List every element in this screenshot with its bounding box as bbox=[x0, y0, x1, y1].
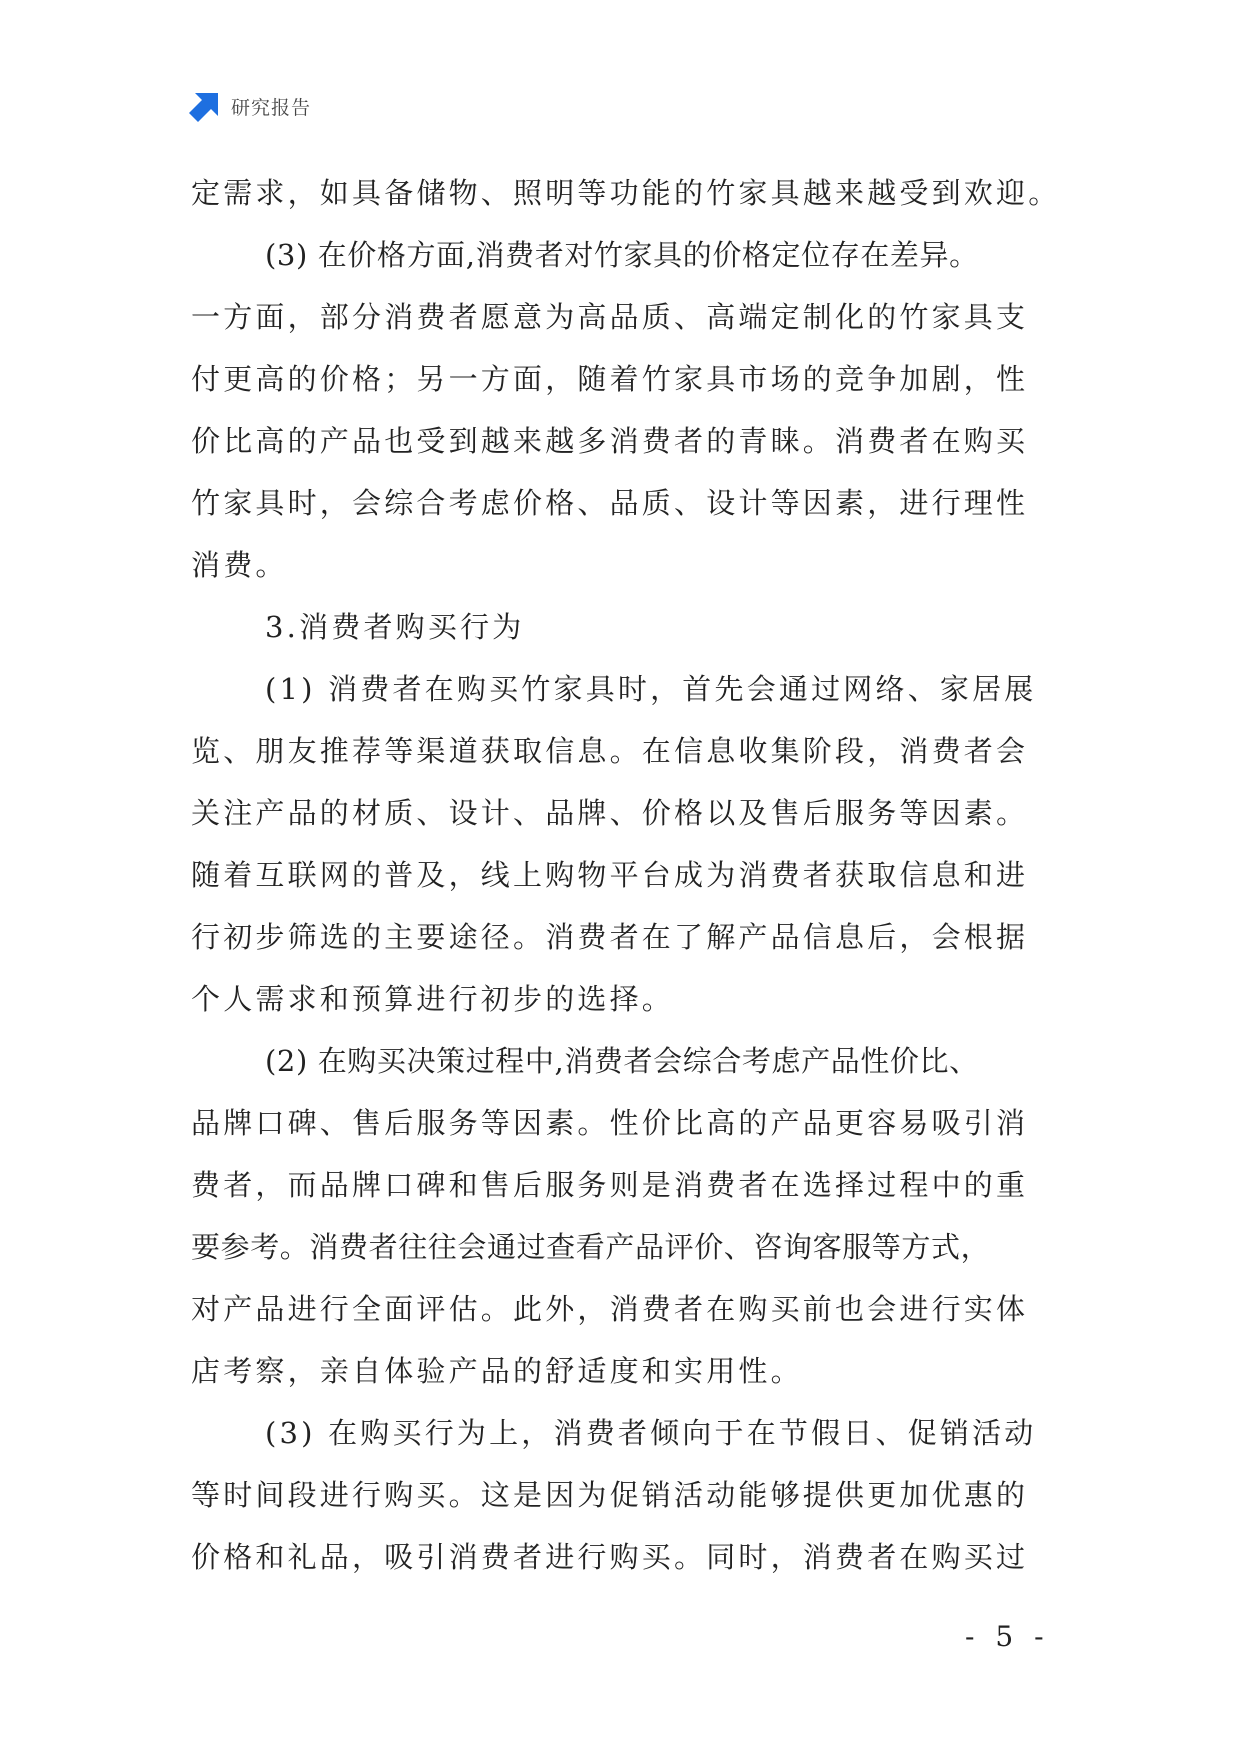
document-body bbox=[191, 162, 1071, 1588]
text-line: (3) 在价格方面,消费者对竹家具的价格定位存在差异。 bbox=[265, 238, 979, 272]
text-line: 店考察，亲自体验产品的舒适度和实用性。 bbox=[191, 1354, 803, 1388]
page-number: - 5 - bbox=[965, 1620, 1050, 1653]
text-line: 费者，而品牌口碑和售后服务则是消费者在选择过程中的重 bbox=[191, 1168, 1029, 1202]
section-heading: 3.消费者购买行为 bbox=[265, 610, 525, 644]
text-line: 行初步筛选的主要途径。消费者在了解产品信息后，会根据 bbox=[191, 920, 1029, 954]
text-line: 等时间段进行购买。这是因为促销活动能够提供更加优惠的 bbox=[191, 1478, 1029, 1512]
text-line: 竹家具时，会综合考虑价格、品质、设计等因素，进行理性 bbox=[191, 486, 1029, 520]
text-line: 随着互联网的普及，线上购物平台成为消费者获取信息和进 bbox=[191, 858, 1029, 892]
text-line: 对产品进行全面评估。此外，消费者在购买前也会进行实体 bbox=[191, 1292, 1029, 1326]
text-line: 品牌口碑、售后服务等因素。性价比高的产品更容易吸引消 bbox=[191, 1106, 1029, 1140]
text-line: 消费。 bbox=[191, 548, 288, 582]
text-line: 定需求，如具备储物、照明等功能的竹家具越来越受到欢迎。 bbox=[191, 176, 1061, 210]
text-line: (1) 消费者在购买竹家具时，首先会通过网络、家居展 bbox=[265, 672, 1037, 706]
text-line: (3) 在购买行为上，消费者倾向于在节假日、促销活动 bbox=[265, 1416, 1037, 1450]
text-line: 览、朋友推荐等渠道获取信息。在信息收集阶段，消费者会 bbox=[191, 734, 1029, 768]
text-line: 个人需求和预算进行初步的选择。 bbox=[191, 982, 675, 1016]
page-header bbox=[189, 88, 311, 124]
text-line: 付更高的价格；另一方面，随着竹家具市场的竞争加剧，性 bbox=[191, 362, 1029, 396]
text-line: 关注产品的材质、设计、品牌、价格以及售后服务等因素。 bbox=[191, 796, 1029, 830]
text-line: (2) 在购买决策过程中,消费者会综合考虑产品性价比、 bbox=[265, 1044, 979, 1078]
header-title: 研究报告 bbox=[231, 96, 312, 119]
text-line: 价比高的产品也受到越来越多消费者的青睐。消费者在购买 bbox=[191, 424, 1029, 458]
text-line: 要参考。消费者往往会通过查看产品评价、咨询客服等方式， bbox=[191, 1230, 991, 1264]
text-line: 一方面，部分消费者愿意为高品质、高端定制化的竹家具支 bbox=[191, 300, 1029, 334]
text-line: 价格和礼品，吸引消费者进行购买。同时，消费者在购买过 bbox=[191, 1540, 1029, 1574]
arrow-up-right-icon bbox=[189, 90, 221, 122]
